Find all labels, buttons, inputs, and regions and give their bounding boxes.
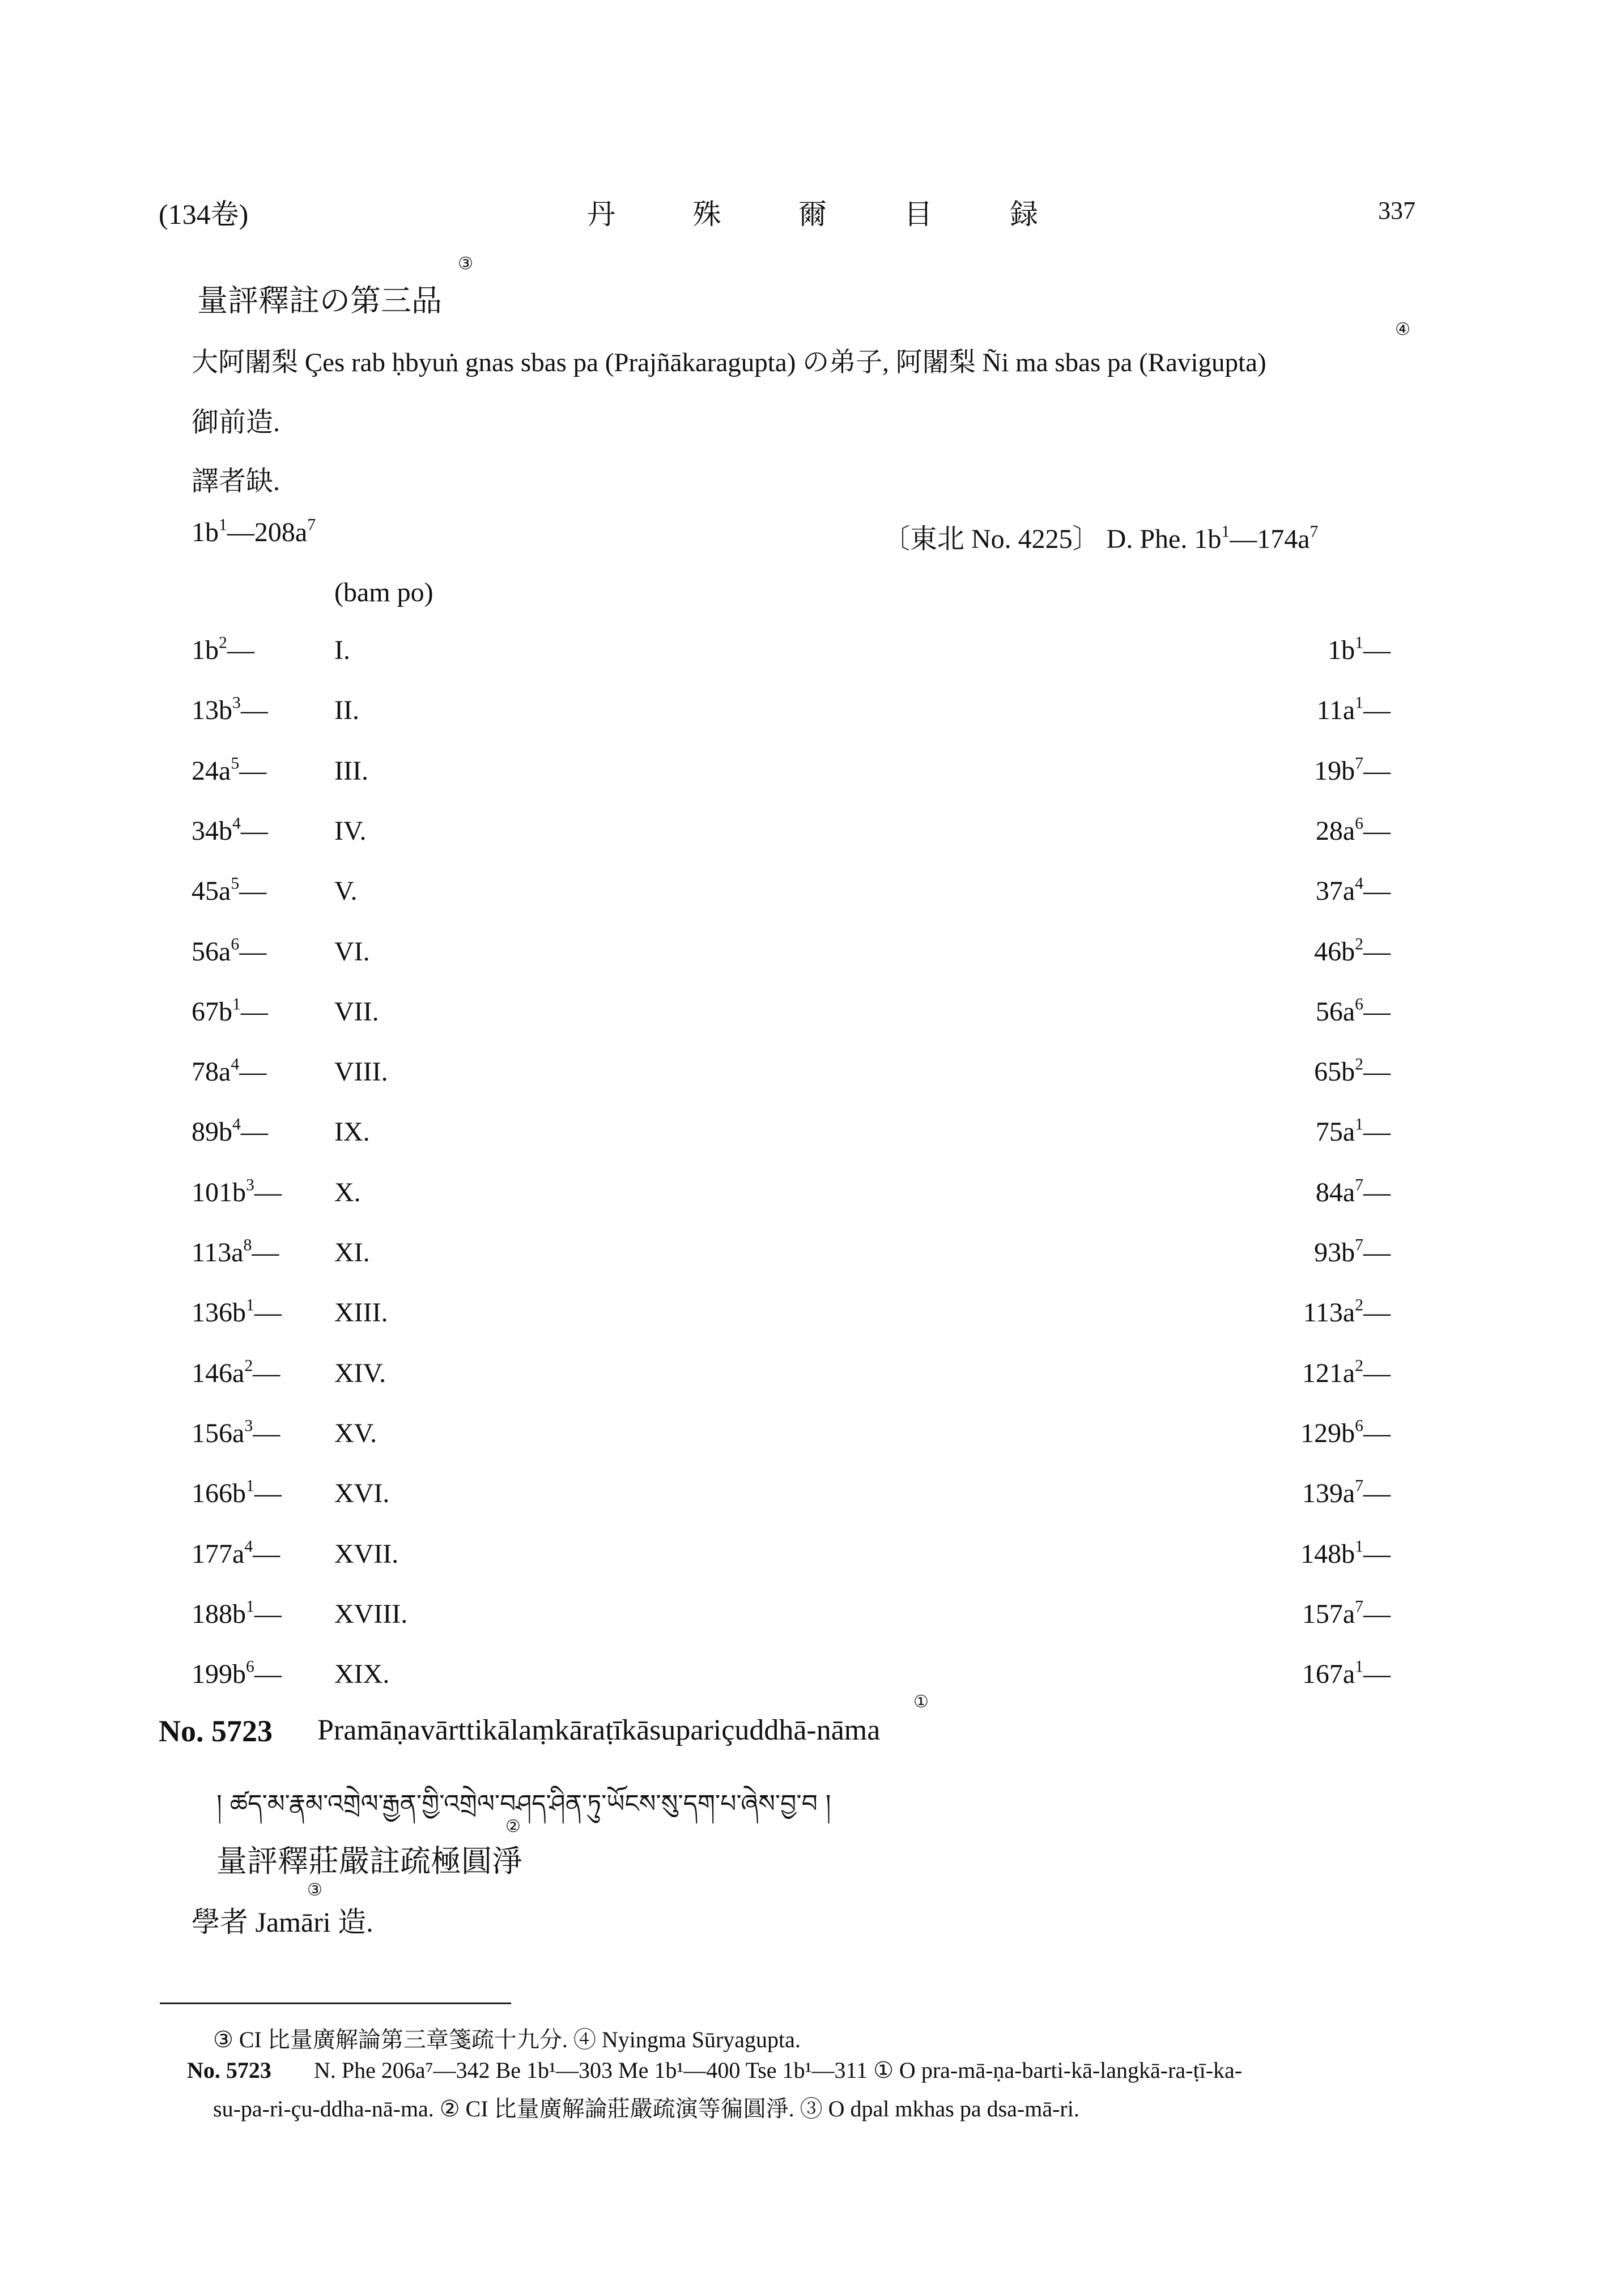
footnote-line-2: N. Phe 206a⁷—342 Be 1b¹—303 Me 1b¹—400 Tse 1b¹—311 ① O pra-mā-ṇa-barti-kā-langkā-ra-ṭī-ka- — [314, 2057, 1243, 2083]
start-folio: $45a^5—$ — [192, 874, 267, 907]
start-folio: $199b^6—$ — [192, 1657, 282, 1690]
derge-folio: $46b^2—$ — [1314, 934, 1391, 967]
start-folio: $101b^3—$ — [192, 1175, 282, 1207]
derge-folio: $28a^6—$ — [1315, 814, 1391, 846]
start-folio: $24a^5—$ — [192, 754, 267, 786]
section-row — [0, 755, 1624, 795]
start-folio: $78a^4—$ — [192, 1055, 267, 1087]
start-folio: $89b^4—$ — [192, 1115, 268, 1147]
bam-po-header: (bam po) — [334, 577, 433, 607]
section-row — [0, 1297, 1624, 1337]
footnote-entry-number: No. 5723 — [187, 2057, 271, 2083]
derge-folio: $84a^7—$ — [1315, 1175, 1391, 1207]
footnote-marker-2: ② — [505, 1817, 521, 1836]
derge-folio: $11a^1—$ — [1316, 693, 1391, 726]
folio-range: $1b^1—208a^7$ — [192, 515, 316, 547]
start-folio: $34b^4—$ — [192, 814, 268, 846]
start-folio: $13b^3—$ — [192, 693, 268, 726]
bam-po-number: XIV. — [334, 1358, 386, 1388]
start-folio: $188b^1—$ — [192, 1597, 282, 1629]
start-folio: $56a^6—$ — [192, 934, 267, 967]
bam-po-number: XIX. — [334, 1659, 390, 1690]
volume-label: (134卷) — [159, 198, 249, 230]
section-row — [0, 875, 1624, 915]
section-row — [0, 1478, 1624, 1517]
footnote-marker-4: ④ — [1395, 320, 1410, 339]
section-row — [0, 1598, 1624, 1638]
derge-folio: $157a^7—$ — [1302, 1597, 1391, 1629]
translator-note: 譯者缺. — [192, 466, 280, 496]
start-folio: $67b^1—$ — [192, 994, 268, 1027]
derge-folio: $19b^7—$ — [1314, 754, 1391, 786]
running-title: 丹 殊 爾 目 録 — [587, 198, 1073, 230]
section-row — [0, 635, 1624, 674]
start-folio: $113a^8—$ — [192, 1235, 279, 1268]
bam-po-number: XVI. — [334, 1478, 390, 1509]
chapter-title: 量評釋註の第三品 — [197, 284, 442, 318]
derge-folio: $121a^2—$ — [1302, 1356, 1391, 1388]
section-row — [0, 1418, 1624, 1457]
tohoku-reference: 〔東北 No. 4225〕 D. Phe. $1b^1—174a^7$ — [883, 522, 1319, 554]
bam-po-number: X. — [334, 1177, 361, 1207]
start-folio: $146a^2—$ — [192, 1356, 280, 1388]
footnote-marker-3b: ③ — [307, 1881, 322, 1899]
bam-po-number: VII. — [334, 996, 379, 1027]
derge-folio: $167a^1—$ — [1302, 1657, 1391, 1690]
entry-tibetan-title: ། ཚད་མ་རྣམ་འགྲེལ་རྒྱན་གྱི་འགྲེལ་བཤད་ཤིན་ཏུ་ཡོངས་སུ་དག་པ་ཞེས་བྱ་བ ། — [216, 1789, 831, 1818]
bam-po-number: XVII. — [334, 1538, 399, 1569]
section-row — [0, 1659, 1624, 1698]
author-line: 大阿闍梨 Çes rab ḥbyuṅ gnas sbas pa (Prajñākaragupta) の弟子, 阿闍梨 Ñi ma sbas pa (Ravigupta) — [192, 348, 1266, 377]
bam-po-number: V. — [334, 876, 358, 907]
entry-author: 學者 Jamāri 造. — [192, 1906, 373, 1938]
derge-folio: $148b^1—$ — [1300, 1537, 1391, 1569]
derge-folio: $113a^2—$ — [1303, 1295, 1391, 1328]
section-row — [0, 936, 1624, 976]
bam-po-number: XI. — [334, 1238, 370, 1268]
section-row — [0, 1116, 1624, 1156]
section-row — [0, 996, 1624, 1036]
section-row — [0, 1056, 1624, 1096]
start-folio: $136b^1—$ — [192, 1295, 282, 1328]
derge-folio: $1b^1—$ — [1328, 633, 1391, 665]
section-row — [0, 815, 1624, 855]
derge-folio: $37a^4—$ — [1315, 874, 1391, 907]
footnote-marker-1: ① — [913, 1693, 929, 1711]
footnote-marker-3: ③ — [458, 254, 473, 273]
page-number: 337 — [1378, 197, 1415, 224]
entry-chinese-title: 量評釋莊嚴註疏極圓淨 — [216, 1844, 522, 1878]
section-row — [0, 1358, 1624, 1397]
bam-po-number: VIII. — [334, 1057, 388, 1087]
section-row — [0, 1237, 1624, 1277]
author-line-continuation: 御前造. — [192, 407, 280, 437]
bam-po-number: IV. — [334, 815, 367, 846]
bam-po-number: II. — [334, 695, 359, 726]
derge-folio: $56a^6—$ — [1315, 994, 1391, 1027]
bam-po-number: I. — [334, 635, 350, 665]
start-folio: $1b^2—$ — [192, 633, 254, 665]
bam-po-number: IX. — [334, 1117, 370, 1147]
bam-po-number: VI. — [334, 936, 370, 967]
derge-folio: $75a^1—$ — [1315, 1115, 1391, 1147]
start-folio: $156a^3—$ — [192, 1416, 280, 1448]
bam-po-number: III. — [334, 755, 368, 786]
section-row — [0, 695, 1624, 734]
start-folio: $177a^4—$ — [192, 1537, 280, 1569]
derge-folio: $93b^7—$ — [1314, 1235, 1391, 1268]
section-row — [0, 1538, 1624, 1578]
bam-po-number: XIII. — [334, 1298, 388, 1328]
derge-folio: $65b^2—$ — [1314, 1055, 1391, 1087]
section-row — [0, 1177, 1624, 1217]
derge-folio: $139a^7—$ — [1302, 1476, 1391, 1509]
bam-po-number: XV. — [334, 1418, 377, 1448]
bam-po-number: XVIII. — [334, 1598, 408, 1629]
derge-folio: $129b^6—$ — [1300, 1416, 1391, 1448]
footnote-rule — [160, 2002, 511, 2004]
footnote-line-3: su-pa-ri-çu-ddha-nā-ma. ② CI 比量廣解論莊嚴疏演等徧圓淨. ③ O dpal mkhas pa dsa-mā-ri. — [213, 2096, 1079, 2121]
entry-number: No. 5723 — [159, 1714, 273, 1748]
entry-sanskrit-title: Pramāṇavārttikālaṃkāraṭīkāsupariçuddhā-nāma — [317, 1714, 881, 1746]
footnote-line-1: ③ CI 比量廣解論第三章箋疏十九分. ④ Nyingma Sūryagupta. — [213, 2027, 801, 2052]
start-folio: $166b^1—$ — [192, 1476, 282, 1509]
